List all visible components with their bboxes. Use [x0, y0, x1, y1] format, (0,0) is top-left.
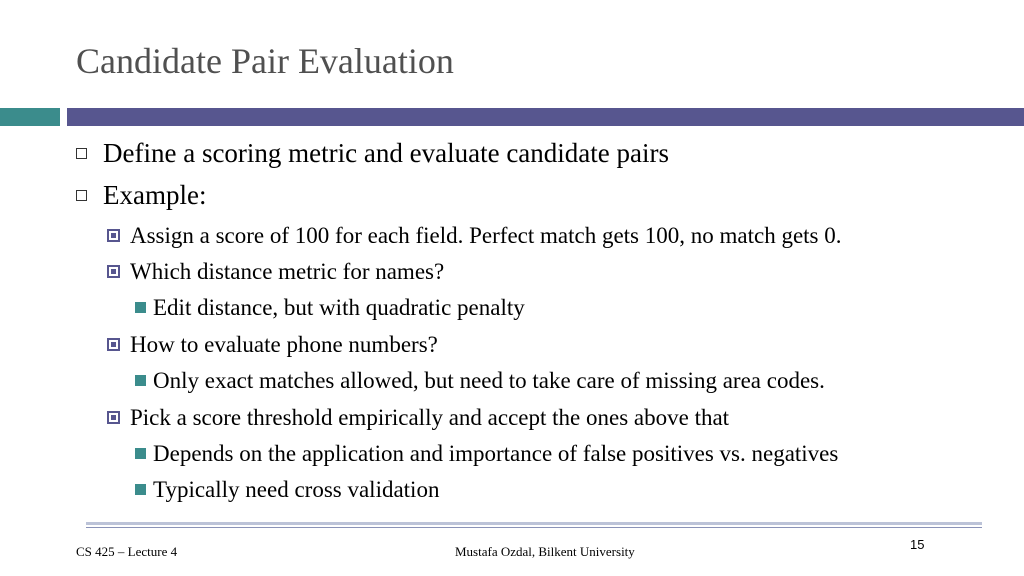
page-number: 15 [910, 537, 925, 552]
hollow-square-bullet-icon [76, 148, 87, 159]
bullet-level2 [107, 406, 729, 429]
bullet-text: Define a scoring metric and evaluate candidate pairs [103, 138, 669, 168]
bullet-text: Depends on the application and importance of false positives vs. negatives [153, 441, 839, 466]
title-accent-bar-teal [0, 108, 60, 126]
bullet-level2 [107, 224, 842, 247]
footer-divider-bottom [86, 527, 982, 528]
boxed-square-bullet-icon [107, 229, 120, 242]
footer-divider-top [86, 522, 982, 525]
bullet-text: How to evaluate phone numbers? [130, 332, 438, 357]
bullet-text: Pick a score threshold empirically and accept the ones above that [130, 405, 730, 430]
bullet-level3 [135, 369, 825, 392]
filled-square-bullet-icon [135, 484, 146, 495]
bullet-level3 [135, 296, 525, 319]
bullet-text: Typically need cross validation [153, 477, 440, 502]
filled-square-bullet-icon [135, 375, 146, 386]
footer-author: Mustafa Ozdal, Bilkent University [455, 544, 635, 559]
filled-square-bullet-icon [135, 448, 146, 459]
boxed-square-bullet-icon [107, 411, 120, 424]
bullet-text: Example: [103, 180, 207, 210]
filled-square-bullet-icon [135, 302, 146, 313]
bullet-level3 [135, 478, 439, 501]
slide-title: Candidate Pair Evaluation [76, 41, 454, 81]
bullet-level2 [107, 260, 444, 283]
bullet-text: Assign a score of 100 for each field. Perfect match gets 100, no match gets 0. [130, 223, 842, 248]
bullet-level1 [76, 140, 669, 167]
bullet-text: Edit distance, but with quadratic penalty [153, 295, 525, 320]
bullet-level1 [76, 182, 206, 209]
bullet-level2 [107, 333, 438, 356]
bullet-level3 [135, 442, 838, 465]
boxed-square-bullet-icon [107, 338, 120, 351]
title-accent-bar-purple [67, 108, 1024, 126]
hollow-square-bullet-icon [76, 190, 87, 201]
footer-course: CS 425 – Lecture 4 [76, 544, 178, 559]
boxed-square-bullet-icon [107, 265, 120, 278]
bullet-text: Which distance metric for names? [130, 259, 445, 284]
bullet-text: Only exact matches allowed, but need to take care of missing area codes. [153, 368, 825, 393]
